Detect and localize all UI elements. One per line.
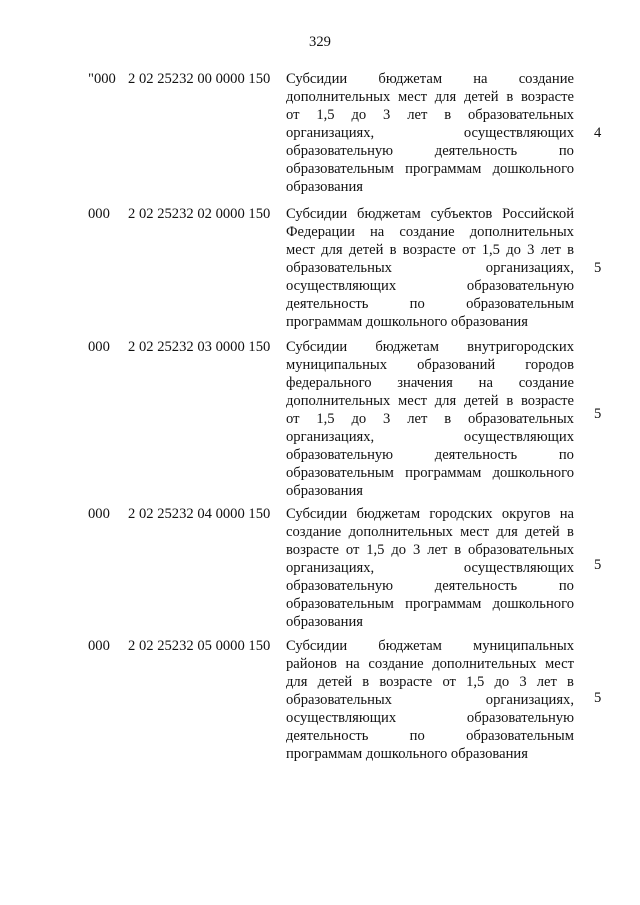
word: в [567,242,574,258]
description-line [286,124,574,142]
word: от [286,107,300,123]
word: создание [518,375,574,391]
word: возрасте [402,242,456,258]
word: организациях, [485,692,574,708]
word: создание [399,224,455,240]
word: 1,5 [481,242,500,258]
word: создание [518,71,574,87]
row-description [286,637,574,763]
word: образовательных [468,542,574,558]
word: лет [407,107,428,123]
word: дополнительных [286,393,391,409]
word: в [444,107,452,123]
word: мест [545,656,574,672]
description-line [286,505,574,523]
word: 3 [413,542,421,558]
word: образовательных [286,692,392,708]
row-value: 5 [594,260,602,276]
row-code-a: 000 [88,339,110,355]
word: бюджетам [375,339,440,355]
word: от [286,411,300,427]
description-line [286,446,574,464]
word: детей [317,674,353,690]
word: 3 [383,411,391,427]
description-line: программам дошкольного образования [286,746,528,762]
row-description [286,505,574,631]
word: образовательную [466,278,574,294]
description-line: образования [286,614,363,630]
description-line [286,637,574,655]
description-line [286,338,574,356]
description-line [286,205,574,223]
word: на [345,656,360,672]
word: образовательных [286,260,392,276]
description-line [286,295,574,313]
word: образовательных [467,411,574,427]
word: на [559,506,574,522]
description-line: программам дошкольного образования [286,314,528,330]
word: округов [501,506,551,522]
word: в [506,89,514,105]
description-line [286,88,574,106]
word: субъектов [430,206,493,222]
word: образовательную [286,143,394,159]
word: организациях, [286,125,375,141]
word: образовательную [466,710,574,726]
word: детей [525,524,560,540]
word: осуществляющих [463,560,574,576]
description-line [286,259,574,277]
word: программам [405,596,482,612]
word: районов [286,656,337,672]
description-line [286,356,574,374]
word: 3 [519,674,527,690]
description-line [286,142,574,160]
word: до [351,411,367,427]
word: деятельность [434,578,518,594]
word: в [567,524,574,540]
description-line [286,160,574,178]
word: Российской [502,206,574,222]
word: лет [536,674,557,690]
word: бюджетам [356,506,421,522]
word: Субсидии [286,71,348,87]
row-budget-code: 2 02 25232 03 0000 150 [128,339,271,355]
word: программам [405,465,482,481]
word: бюджетам [378,71,443,87]
word: 1,5 [366,542,385,558]
word: мест [398,393,427,409]
word: от [461,242,476,258]
word: деятельность [286,296,369,312]
row-budget-code: 2 02 25232 05 0000 150 [128,638,271,654]
word: на [478,375,493,391]
word: организациях, [286,429,375,445]
word: осуществляющих [286,278,397,294]
description-line [286,523,574,541]
word: в [444,411,452,427]
row-budget-code: 2 02 25232 04 0000 150 [128,506,271,522]
word: бюджетам [378,638,442,654]
word: детей [463,393,499,409]
word: в [506,393,514,409]
word: возрасте [379,674,433,690]
word: до [351,107,367,123]
description-line [286,223,574,241]
word: Субсидии [286,339,348,355]
description-line [286,691,574,709]
word: осуществляющих [463,429,574,445]
description-line [286,464,574,482]
word: мест [398,89,427,105]
word: 1,5 [316,411,335,427]
word: мест [460,524,490,540]
word: для [496,524,518,540]
word: в [567,674,574,690]
row-value: 5 [594,406,602,422]
word: образовательную [286,447,394,463]
word: до [391,542,407,558]
word: 1,5 [466,674,485,690]
word: образовательных [467,107,574,123]
word: городов [525,357,574,373]
word: создание [368,656,424,672]
row-description [286,338,574,500]
word: осуществляющих [286,710,397,726]
word: дошкольного [492,596,574,612]
word: деятельность [286,728,369,744]
word: Федерации [286,224,355,240]
word: дополнительных [432,656,537,672]
word: образовательным [466,728,574,744]
word: на [473,71,488,87]
word: возрасте [521,89,574,105]
description-line [286,673,574,691]
word: дошкольного [492,465,574,481]
description-line [286,727,574,745]
word: образовательным [466,296,574,312]
row-description [286,70,574,196]
row-value: 5 [594,690,602,706]
row-budget-code: 2 02 25232 00 0000 150 [128,71,271,87]
word: деятельность [434,447,518,463]
word: бюджетам [357,206,421,222]
word: лет [427,542,448,558]
row-code-a: 000 [88,206,110,222]
word: до [494,674,510,690]
word: образовательную [286,578,394,594]
word: дошкольного [492,161,574,177]
word: образовательным [286,596,394,612]
description-line [286,241,574,259]
word: до [506,242,521,258]
row-description [286,205,574,331]
word: дополнительных [469,224,574,240]
description-line [286,428,574,446]
word: от [442,674,456,690]
word: Субсидии [286,506,348,522]
word: для [286,674,308,690]
word: организациях, [286,560,375,576]
word: деятельность [434,143,518,159]
word: создание [286,524,342,540]
word: Субсидии [286,206,348,222]
row-code-a: "000 [88,71,116,87]
description-line: образования [286,483,363,499]
word: федерального [286,375,372,391]
row-budget-code: 2 02 25232 02 0000 150 [128,206,271,222]
word: образовательным [286,465,394,481]
word: лет [407,411,428,427]
word: образовательным [286,161,394,177]
word: для [434,89,457,105]
word: 3 [527,242,535,258]
description-line [286,277,574,295]
word: детей [463,89,499,105]
description-line [286,374,574,392]
word: от [345,542,360,558]
word: для [321,242,343,258]
word: осуществляющих [463,125,574,141]
word: городских [429,506,493,522]
description-line: образования [286,179,363,195]
word: по [558,578,574,594]
word: 3 [383,107,391,123]
word: внутригородских [467,339,574,355]
word: мест [286,242,315,258]
word: в [362,674,370,690]
word: по [409,296,425,312]
word: значения [397,375,453,391]
word: программам [405,161,482,177]
word: дополнительных [348,524,453,540]
word: в [454,542,462,558]
description-line [286,595,574,613]
word: на [370,224,385,240]
word: лет [540,242,561,258]
description-line [286,410,574,428]
word: образований [417,357,496,373]
word: организациях, [485,260,574,276]
word: для [434,393,457,409]
description-line [286,559,574,577]
description-line [286,577,574,595]
word: дополнительных [286,89,391,105]
word: муниципальных [472,638,574,654]
description-line [286,655,574,673]
word: муниципальных [286,357,388,373]
word: возрасте [286,542,339,558]
row-code-a: 000 [88,506,110,522]
row-value: 4 [594,125,602,141]
word: Субсидии [286,638,348,654]
word: по [558,143,574,159]
description-line [286,106,574,124]
description-line [286,709,574,727]
description-line [286,392,574,410]
word: 1,5 [316,107,335,123]
word: по [558,447,574,463]
row-code-a: 000 [88,638,110,654]
row-value: 5 [594,557,602,573]
description-line [286,70,574,88]
description-line [286,541,574,559]
word: возрасте [521,393,574,409]
word: в [389,242,397,258]
page-number: 329 [309,34,331,50]
word: по [409,728,425,744]
word: детей [348,242,384,258]
